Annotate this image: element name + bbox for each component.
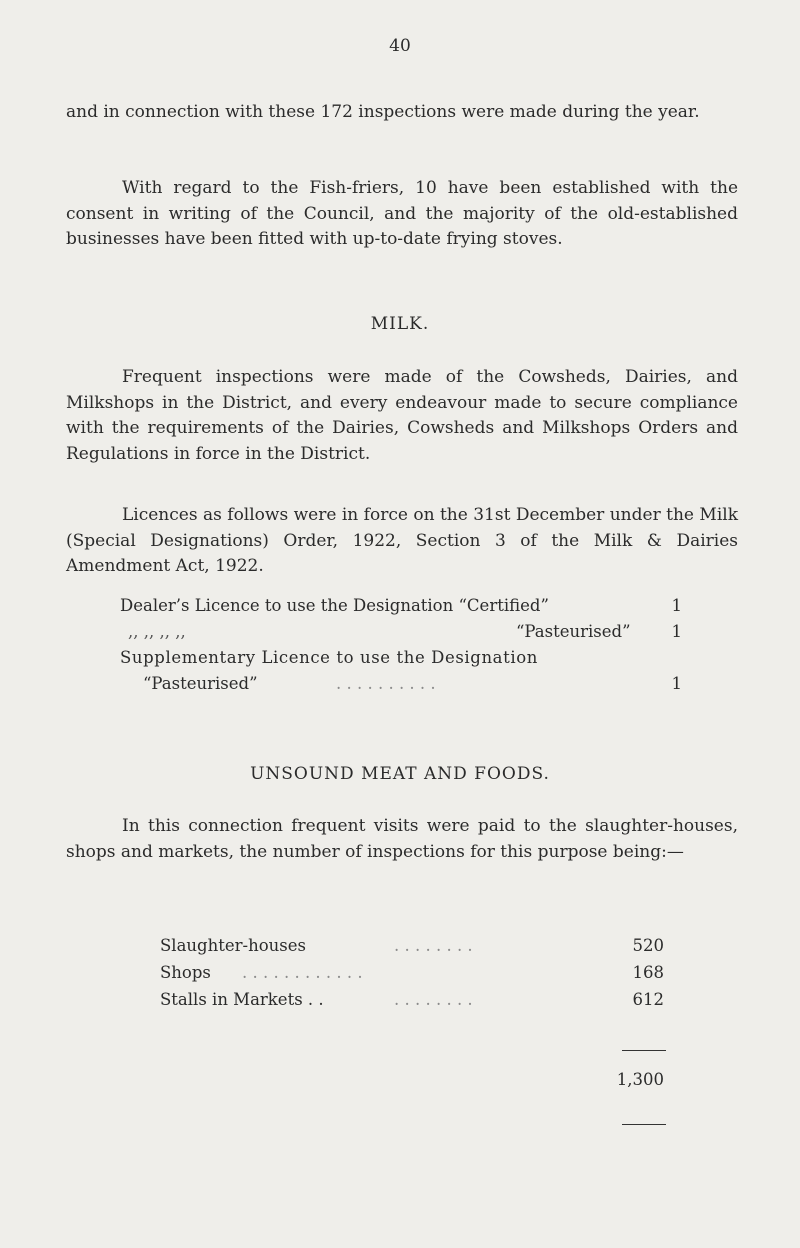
total-rule-top xyxy=(622,1050,666,1051)
licence-label: “Pasteurised” xyxy=(516,622,631,641)
inspection-total: 1,300 xyxy=(616,1070,664,1089)
milk-heading: MILK. xyxy=(370,314,430,334)
total-rule-bottom xyxy=(622,1124,666,1125)
dot-leader: . . . . . . . . xyxy=(394,990,473,1009)
paragraph-unsound-visits: In this connection frequent visits were paid to the slaughter-houses, shops and markets, the number of inspections for this purpose being:— xyxy=(66,816,738,862)
licence-label: Supplementary Licence to use the Designation xyxy=(120,648,538,667)
dot-leader: . . . . . . . . xyxy=(394,936,473,955)
unsound-heading: UNSOUND MEAT AND FOODS. xyxy=(250,764,550,784)
inspection-label: Stalls in Markets . . xyxy=(160,990,324,1009)
inspection-value: 520 xyxy=(632,936,664,955)
licence-value: 1 xyxy=(671,596,682,615)
paragraph-fish-friers: With regard to the Fish-friers, 10 have been established with the consent in writing of the Council, and the majority of the old-established businesses have been fitted with up-to-date frying stoves. xyxy=(66,178,738,249)
inspection-value: 612 xyxy=(632,990,664,1009)
page-number: 40 xyxy=(389,36,411,56)
paragraph-milk-licences: Licences as follows were in force on the 31st December under the Milk (Special Designations) Order, 1922, Section 3 of the Milk & Dairies Amendment Act, 1922. xyxy=(66,505,738,576)
licence-value: 1 xyxy=(671,622,682,641)
licence-value: 1 xyxy=(671,674,682,693)
dot-leader: . . . . . . . . . . xyxy=(336,674,436,693)
licence-label: Dealer’s Licence to use the Designation “Certified” xyxy=(120,596,549,615)
paragraph-inspections: and in connection with these 172 inspections were made during the year. xyxy=(66,102,700,122)
licence-label-continued: “Pasteurised” xyxy=(143,674,258,693)
inspection-label: Shops xyxy=(160,963,211,982)
dot-leader: . . . . . . . . . . . . xyxy=(242,963,363,982)
inspection-label: Slaughter-houses xyxy=(160,936,306,955)
ditto-marks: ,, ,, ,, ,, xyxy=(128,622,186,641)
paragraph-milk-inspections: Frequent inspections were made of the Cowsheds, Dairies, and Milkshops in the District, and every endeavour made to secure compliance with the requirements of the Dairies, Cowsheds and Milkshops Orders and Regulations in force in the District. xyxy=(66,367,738,464)
inspection-value: 168 xyxy=(632,963,664,982)
